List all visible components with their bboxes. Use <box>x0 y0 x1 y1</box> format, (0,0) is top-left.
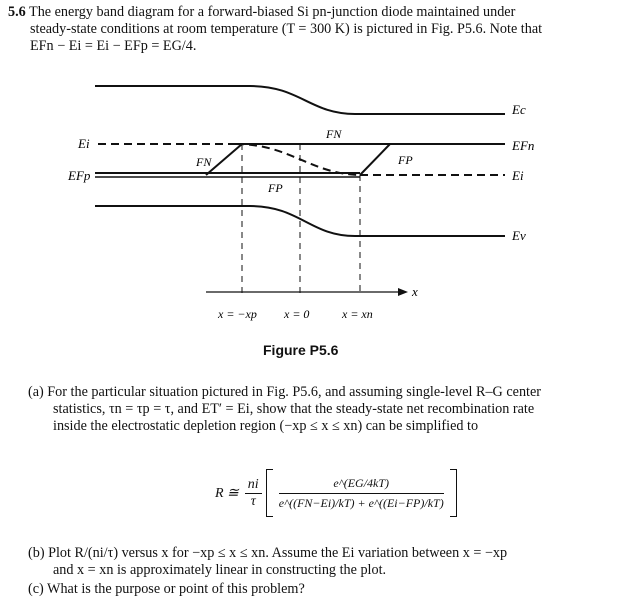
fn-slant <box>206 144 242 175</box>
fp-slant <box>360 144 390 175</box>
problem-intro-1: The energy band diagram for a forward-biased Si pn-junction diode maintained under <box>29 4 516 20</box>
equation-prefactor <box>245 477 262 510</box>
prefactor-num: ni <box>245 477 262 494</box>
figure-caption: Figure P5.6 <box>263 342 339 358</box>
label-ei-right: Ei <box>512 168 524 183</box>
part-b-line-1 <box>28 545 614 562</box>
label-efp-left: EFp <box>68 168 91 183</box>
problem-number: 5.6 <box>8 4 26 20</box>
part-a-label: (a) <box>28 384 44 400</box>
part-c-label: (c) <box>28 581 44 597</box>
part-c <box>28 581 614 598</box>
part-b-text-1: Plot R/(ni/τ) versus x for −xp ≤ x ≤ xn. Assume the Ei variation between x = −xp <box>48 545 508 561</box>
problem-line-2: steady-state conditions at room temperature (T = 300 K) is pictured in Fig. P5.6. Note that <box>30 21 543 37</box>
energy-band-diagram <box>0 56 620 386</box>
ec-band <box>95 86 505 114</box>
label-fn-left: FN <box>196 155 212 169</box>
label-fn-top: FN <box>326 127 342 141</box>
x-axis-arrow <box>398 288 408 296</box>
label-fp-right: FP <box>398 153 413 167</box>
label-ev: Ev <box>512 228 526 243</box>
part-a-line-2: statistics, τn = τp = τ, and ET′ = Ei, show that the steady-state net recombination rate <box>53 401 535 417</box>
part-a-text-1: For the particular situation pictured in Fig. P5.6, and assuming single-level R–G center <box>47 384 542 400</box>
equation-main-fraction <box>279 476 444 511</box>
part-a <box>28 384 614 435</box>
label-fp-bottom: FP <box>268 181 283 195</box>
main-denominator: e^((FN−Ei)/kT) + e^((Ei−FP)/kT) <box>278 495 444 510</box>
label-ec: Ec <box>512 102 526 117</box>
bracket-left <box>266 469 273 517</box>
equation-lhs: R ≅ <box>215 485 239 501</box>
bracket-right <box>450 469 457 517</box>
label-efn: EFn <box>512 138 535 153</box>
ei-mid-dashed <box>236 144 360 175</box>
part-b-line-2: and x = xn is approximately linear in constructing the plot. <box>53 562 387 578</box>
part-a-line-1 <box>28 384 614 401</box>
label-ei-left: Ei <box>78 136 90 151</box>
main-numerator: e^(EG/4kT) <box>333 475 390 490</box>
problem-line-3: EFn − Ei = Ei − EFp = EG/4. <box>30 38 197 54</box>
part-c-text-1: What is the purpose or point of this problem? <box>47 581 305 597</box>
part-b <box>28 545 614 579</box>
recombination-equation <box>215 468 457 518</box>
prefactor-den: τ <box>250 493 256 509</box>
part-a-line-3: inside the electrostatic depletion region (−xp ≤ x ≤ xn) can be simplified to <box>53 418 479 434</box>
problem-line-1 <box>8 4 614 21</box>
part-b-label: (b) <box>28 545 45 561</box>
label-x-axis: x <box>412 284 418 299</box>
label-zero: x = 0 <box>284 307 310 321</box>
problem-statement <box>8 4 614 55</box>
label-xn: x = xn <box>342 307 373 321</box>
label-minus-xp: x = −xp <box>218 307 257 321</box>
